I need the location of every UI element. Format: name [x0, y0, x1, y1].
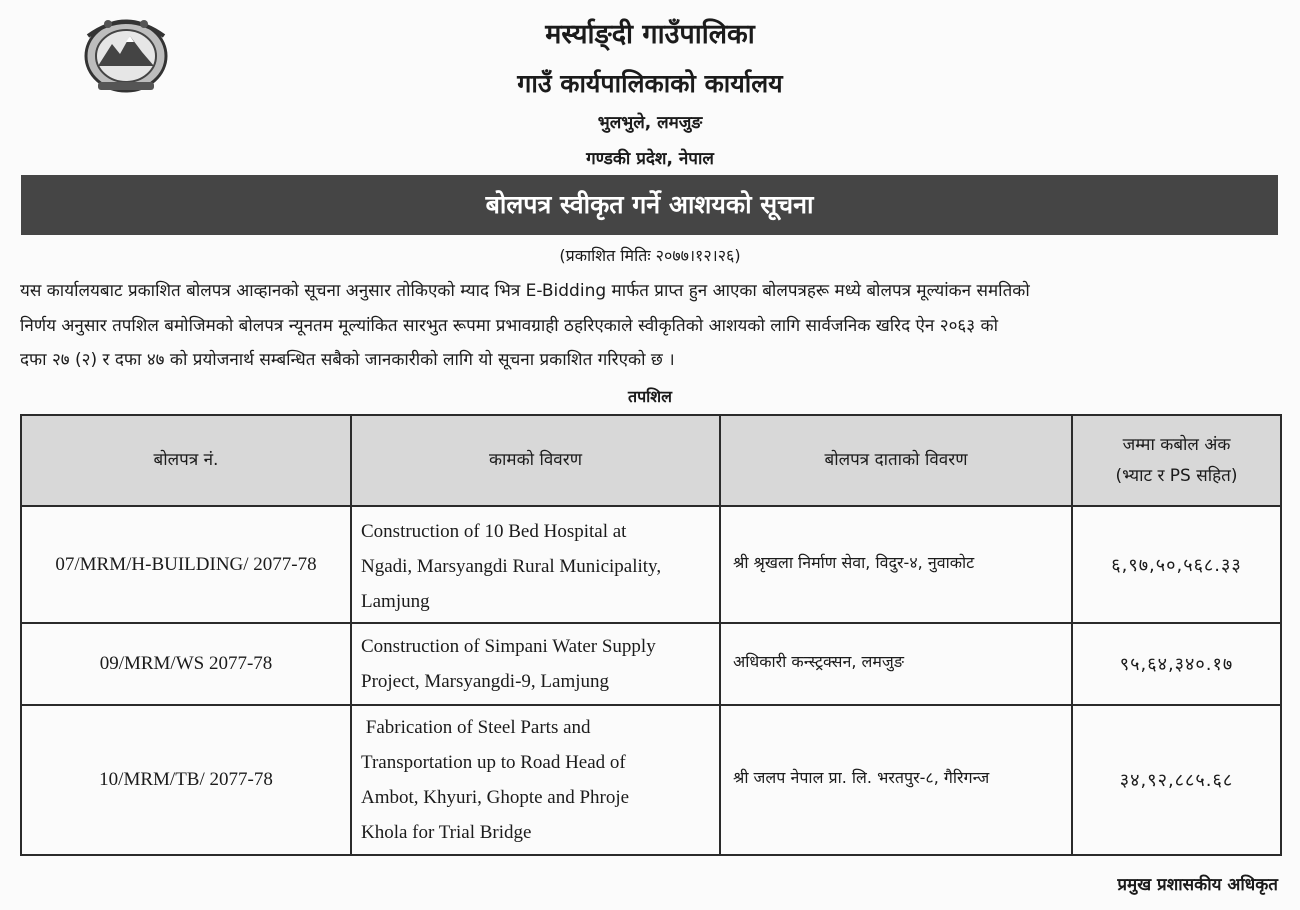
notice-title-banner: बोलपत्र स्वीकृत गर्ने आशयको सूचना [21, 175, 1278, 235]
notice-body-line: दफा २७ (२) र दफा ४७ को प्रयोजनार्थ सम्बन्धित सबैको जानकारीको लागि यो सूचना प्रकाशित गरिएको छ । [20, 350, 675, 370]
work-cell [351, 506, 720, 623]
table-row [21, 705, 1281, 855]
work-line: Ambot, Khyuri, Ghopte and Phroje [361, 787, 630, 808]
signoff-title: प्रमुख प्रशासकीय अधिकृत [1117, 875, 1278, 895]
header-bidder: बोलपत्र दाताको विवरण [720, 415, 1072, 506]
municipality-name: मर्स्याङ्दी गाउँपालिका [545, 19, 755, 50]
table-header-row [21, 415, 1281, 506]
header-bid-no: बोलपत्र नं. [21, 415, 351, 506]
amount-cell: ३४,९२,८८५.६८ [1072, 705, 1281, 855]
work-line: Project, Marsyangdi-9, Lamjung [361, 671, 610, 692]
header-amount [1072, 415, 1281, 506]
bidder-cell: अधिकारी कन्स्ट्रक्सन, लमजुङ [720, 623, 1072, 705]
published-date: (प्रकाशित मितिः २०७७।१२।२६) [559, 246, 741, 265]
work-line: Construction of Simpani Water Supply [361, 636, 656, 657]
notice-body [20, 274, 1282, 378]
notice-body-line: निर्णय अनुसार तपशिल बमोजिमको बोलपत्र न्यूनतम मूल्यांकित सारभुत रूपमा प्रभावग्राही ठहरिएकाले स्वीकृतिको आशयको लागि सार्वजनिक खरिद ऐन २०६३ को [20, 315, 998, 336]
office-province: गण्डकी प्रदेश, नेपाल [586, 149, 714, 169]
amount-cell: ९५,६४,३४०.१७ [1072, 623, 1281, 705]
table-caption: तपशिल [627, 387, 673, 406]
notice-body-line: यस कार्यालयबाट प्रकाशित बोलपत्र आव्हानको सूचना अनुसार तोकिएको म्याद भित्र E-Bidding मार्फत प्राप्त हुन आएका बोलपत्रहरू मध्ये बोलपत्र मूल्यांकन समतिको [20, 281, 1030, 301]
header-amount-line2: (भ्याट र PS सहित) [1115, 465, 1238, 486]
work-line: Transportation up to Road Head of [361, 752, 626, 773]
bid-no-cell: 10/MRM/TB/ 2077-78 [21, 705, 351, 855]
office-location: भुलभुले, लमजुङ [597, 113, 703, 133]
bid-no-cell: 09/MRM/WS 2077-78 [21, 623, 351, 705]
header-work: कामको विवरण [351, 415, 720, 506]
work-line: Ngadi, Marsyangdi Rural Municipality, [361, 556, 662, 577]
office-name: गाउँ कार्यपालिकाको कार्यालय [517, 69, 783, 98]
bid-no-cell: 07/MRM/H-BUILDING/ 2077-78 [21, 506, 351, 623]
work-line: Fabrication of Steel Parts and [361, 717, 591, 738]
work-line: Khola for Trial Bridge [361, 822, 532, 843]
bid-details-table [20, 414, 1282, 856]
work-line: Construction of 10 Bed Hospital at [361, 521, 627, 542]
work-cell [351, 623, 720, 705]
table-row [21, 506, 1281, 623]
table-row [21, 623, 1281, 705]
work-line: Lamjung [361, 591, 430, 612]
header-amount-line1: जम्मा कबोल अंक [1122, 434, 1231, 455]
amount-cell: ६,९७,५०,५६८.३३ [1072, 506, 1281, 623]
bidder-cell: श्री श्रृखला निर्माण सेवा, विदुर-४, नुवाकोट [720, 506, 1072, 623]
bidder-cell: श्री जलप नेपाल प्रा. लि. भरतपुर-८, गैरिगन्ज [720, 705, 1072, 855]
work-cell [351, 705, 720, 855]
